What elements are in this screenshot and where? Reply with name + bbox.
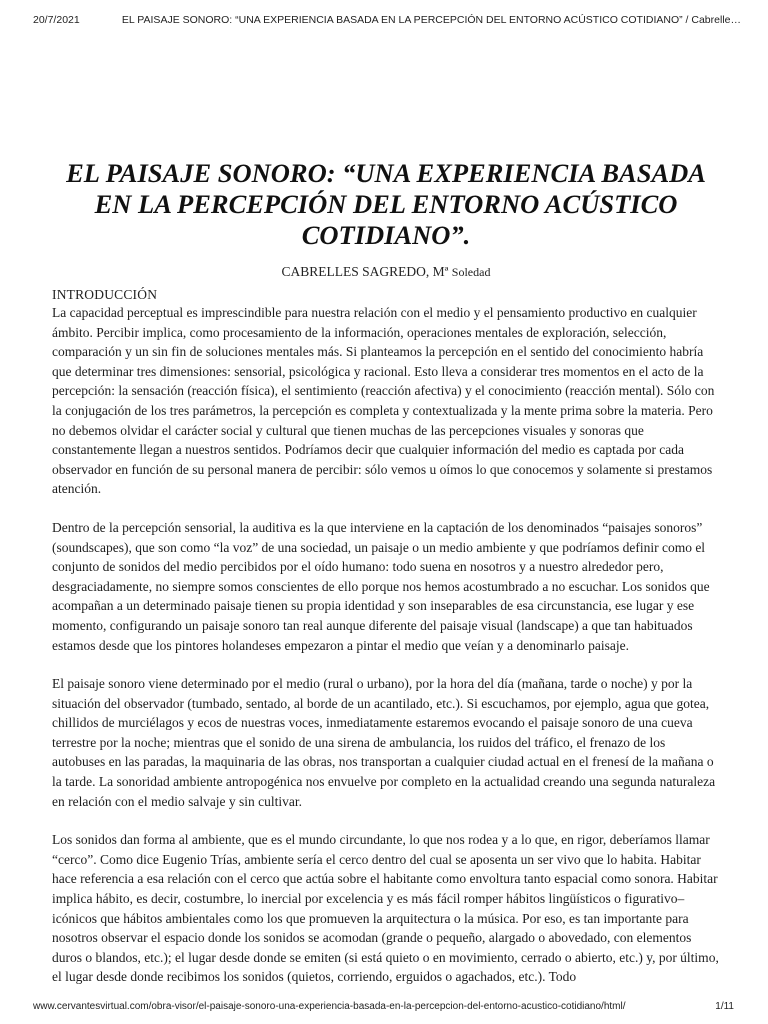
article <box>52 158 720 987</box>
section-heading: INTRODUCCIÓN <box>52 287 158 302</box>
article-author <box>52 264 720 280</box>
paragraph: Los sonidos dan forma al ambiente, que es el mundo circundante, lo que nos rodea y a lo que, en rigor, deberíamos llamar “cerco”. Como dice Eugenio Trías, ambiente sería el cerco dentro del cual se aposenta un ser vivo que lo habita. Habitar hace referencia a esa relación con el cerco que actúa sobre el habitante como envoltura tanto espacial como sonora. Habitar implica hábito, es decir, costumbre, lo inercial por excelencia y es más fácil romper hábitos lingüísticos o figurativo–icónicos que hábitos ambientales como los que promueven la arquitectura o la música. Por eso, es tan importante para nosotros observar el espacio donde los sonidos se acomodan (grande o pequeño, alargado o abovedado, con elementos duros o blandos, etc.); el lugar desde donde se emiten (si está quieto o en movimiento, cerrado o abierto, etc.) y, por último, el lugar desde donde recibimos los sonidos (quietos, corriendo, erguidos o agachados, etc.). Todo <box>52 832 719 985</box>
paragraph: La capacidad perceptual es imprescindible para nuestra relación con el medio y el pensamiento productivo en cualquier ámbito. Percibir implica, como procesamiento de la información, operaciones mentales de exploración, selección, comparación y un sin fin de soluciones mentales más. Si planteamos la percepción en el sentido del conocimiento habría que determinar tres dimensiones: sensorial, psicológica y racional. Esto lleva a considerar tres momentos en el acto de la percepción: la sensación (reacción física), el sentimiento (reacción afectiva) y el conocimiento (reacción mental). Sólo con la conjugación de los tres parámetros, la percepción es completa y contextualizada y la mente prima sobre la materia. Pero no debemos olvidar el carácter social y cultural que tienen muchas de las percepciones visuales y sonoras que constantemente llegan a nuestros sentidos. Podríamos decir que cualquier información del medio es captada por cada observador en función de su personal manera de percibir: sólo vemos u oímos lo que conocemos y solamente si prestamos atención. <box>52 305 715 497</box>
author-given-name: Soledad <box>451 265 491 279</box>
page-number: 1/11 <box>715 1001 734 1012</box>
article-title: EL PAISAJE SONORO: “UNA EXPERIENCIA BASADA EN LA PERCEPCIÓN DEL ENTORNO ACÚSTICO COTIDIANO”. <box>66 158 706 250</box>
paragraph: El paisaje sonoro viene determinado por el medio (rural o urbano), por la hora del día (mañana, tarde o noche) y por la situación del observador (tumbado, sentado, al borde de un acantilado, etc.). Si escuchamos, por ejemplo, agua que gotea, chillidos de murciélagos y ecos de nuestras voces, inmediatamente estaremos evocando el paisaje sonoro de una cueva terrestre por la noche; mientras que el sonido de una sirena de ambulancia, los ruidos del tráfico, el frenazo de los autobuses en las paradas, la maquinaria de las obras, nos transportan a cualquier ciudad actual en el frenesí de la mañana o la tarde. La sonoridad ambiente antropogénica nos envuelve por completo en la actualidad creando una segunda naturaleza en relación con el medio salvaje y sin cultivar. <box>52 676 716 809</box>
paragraph: Dentro de la percepción sensorial, la auditiva es la que interviene en la captación de los denominados “paisajes sonoros” (soundscapes), que son como “la voz” de una sociedad, un paisaje o un medio ambiente y que podríamos definir como el conjunto de sonidos del medio percibidos por el oído humano: todo suena en nosotros y a nuestro alrededor pero, desgraciadamente, no siempre somos conscientes de ello porque nos hemos acostumbrado a no escuchar. Los sonidos que acompañan a un determinado paisaje tienen su propia identidad y son inseparables de esa circunstancia, ese lugar y ese momento, configurando un paisaje sonoro tan real aunque diferente del paisaje visual (landscape) a que tan habituados estamos desde que los pintores holandeses empezaron a pintar el medio que veían y a denominarlo paisaje. <box>52 519 710 653</box>
print-header <box>33 14 748 26</box>
print-page-title: EL PAISAJE SONORO: “UNA EXPERIENCIA BASADA EN LA PERCEPCIÓN DEL ENTORNO ACÚSTICO COTIDIANO” / Cabrelle… <box>121 14 741 26</box>
print-date: 20/7/2021 <box>33 14 80 26</box>
footer-url: www.cervantesvirtual.com/obra-visor/el-paisaje-sonoro-una-experiencia-basada-en-la-percepcion-del-entorno-acustico-cotidiano/html/ <box>33 1001 626 1012</box>
print-footer <box>33 1001 734 1012</box>
author-name: CABRELLES SAGREDO, Mª <box>281 264 452 279</box>
